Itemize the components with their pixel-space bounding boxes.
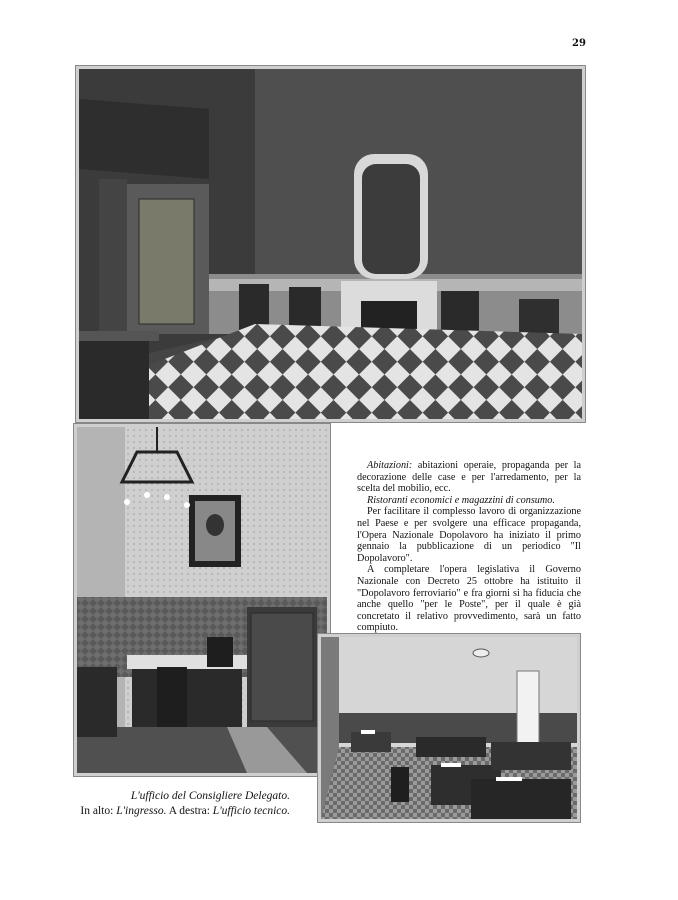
- photo-caption: [72, 789, 290, 819]
- photo-ingresso: [76, 66, 585, 422]
- paragraph-decreto: A completare l'opera legislativa il Governo Nazionale con Decreto 25 ottobre ha istituito il "Dopolavoro ferroviario" e fra giorni si ha fiducia che anche quello "per le Poste", per il quale è già concretato il relativo provvedimento, sarà un fatto compiuto.: [357, 564, 581, 634]
- term-abitazioni: Abitazioni:: [367, 460, 413, 471]
- caption-mid: A destra:: [166, 805, 213, 817]
- term-ristoranti: Ristoranti economici e magazzini di consumo.: [367, 494, 555, 506]
- caption-locations: [72, 804, 290, 819]
- caption-tecnico: L'ufficio tecnico.: [212, 805, 290, 817]
- photo-ufficio-tecnico: [318, 634, 580, 822]
- photo-consigliere-delegato: [74, 424, 330, 776]
- paragraph-abitazioni: [357, 460, 581, 495]
- paragraph-organizzazione: Per facilitare il complesso lavoro di organizzazione nel Paese e per svolgere una efficace propaganda, l'Opera Nazionale Dopolavoro ha iniziato il primo gennaio la pubblicazione di un periodico "Il Dopolavoro".: [357, 506, 581, 564]
- page-number: 29: [572, 38, 586, 49]
- caption-ingresso: L'ingresso.: [116, 805, 167, 817]
- body-text: [357, 460, 581, 634]
- caption-consigliere: L'ufficio del Consigliere Delegato.: [130, 790, 290, 802]
- caption-prefix: In alto:: [80, 805, 117, 817]
- paragraph-ristoranti: [357, 495, 581, 507]
- abitazioni-text: abitazioni operaie, propaganda per la decorazione delle case e per l'arredamento, per la scelta del mobilio, ecc.: [357, 460, 581, 495]
